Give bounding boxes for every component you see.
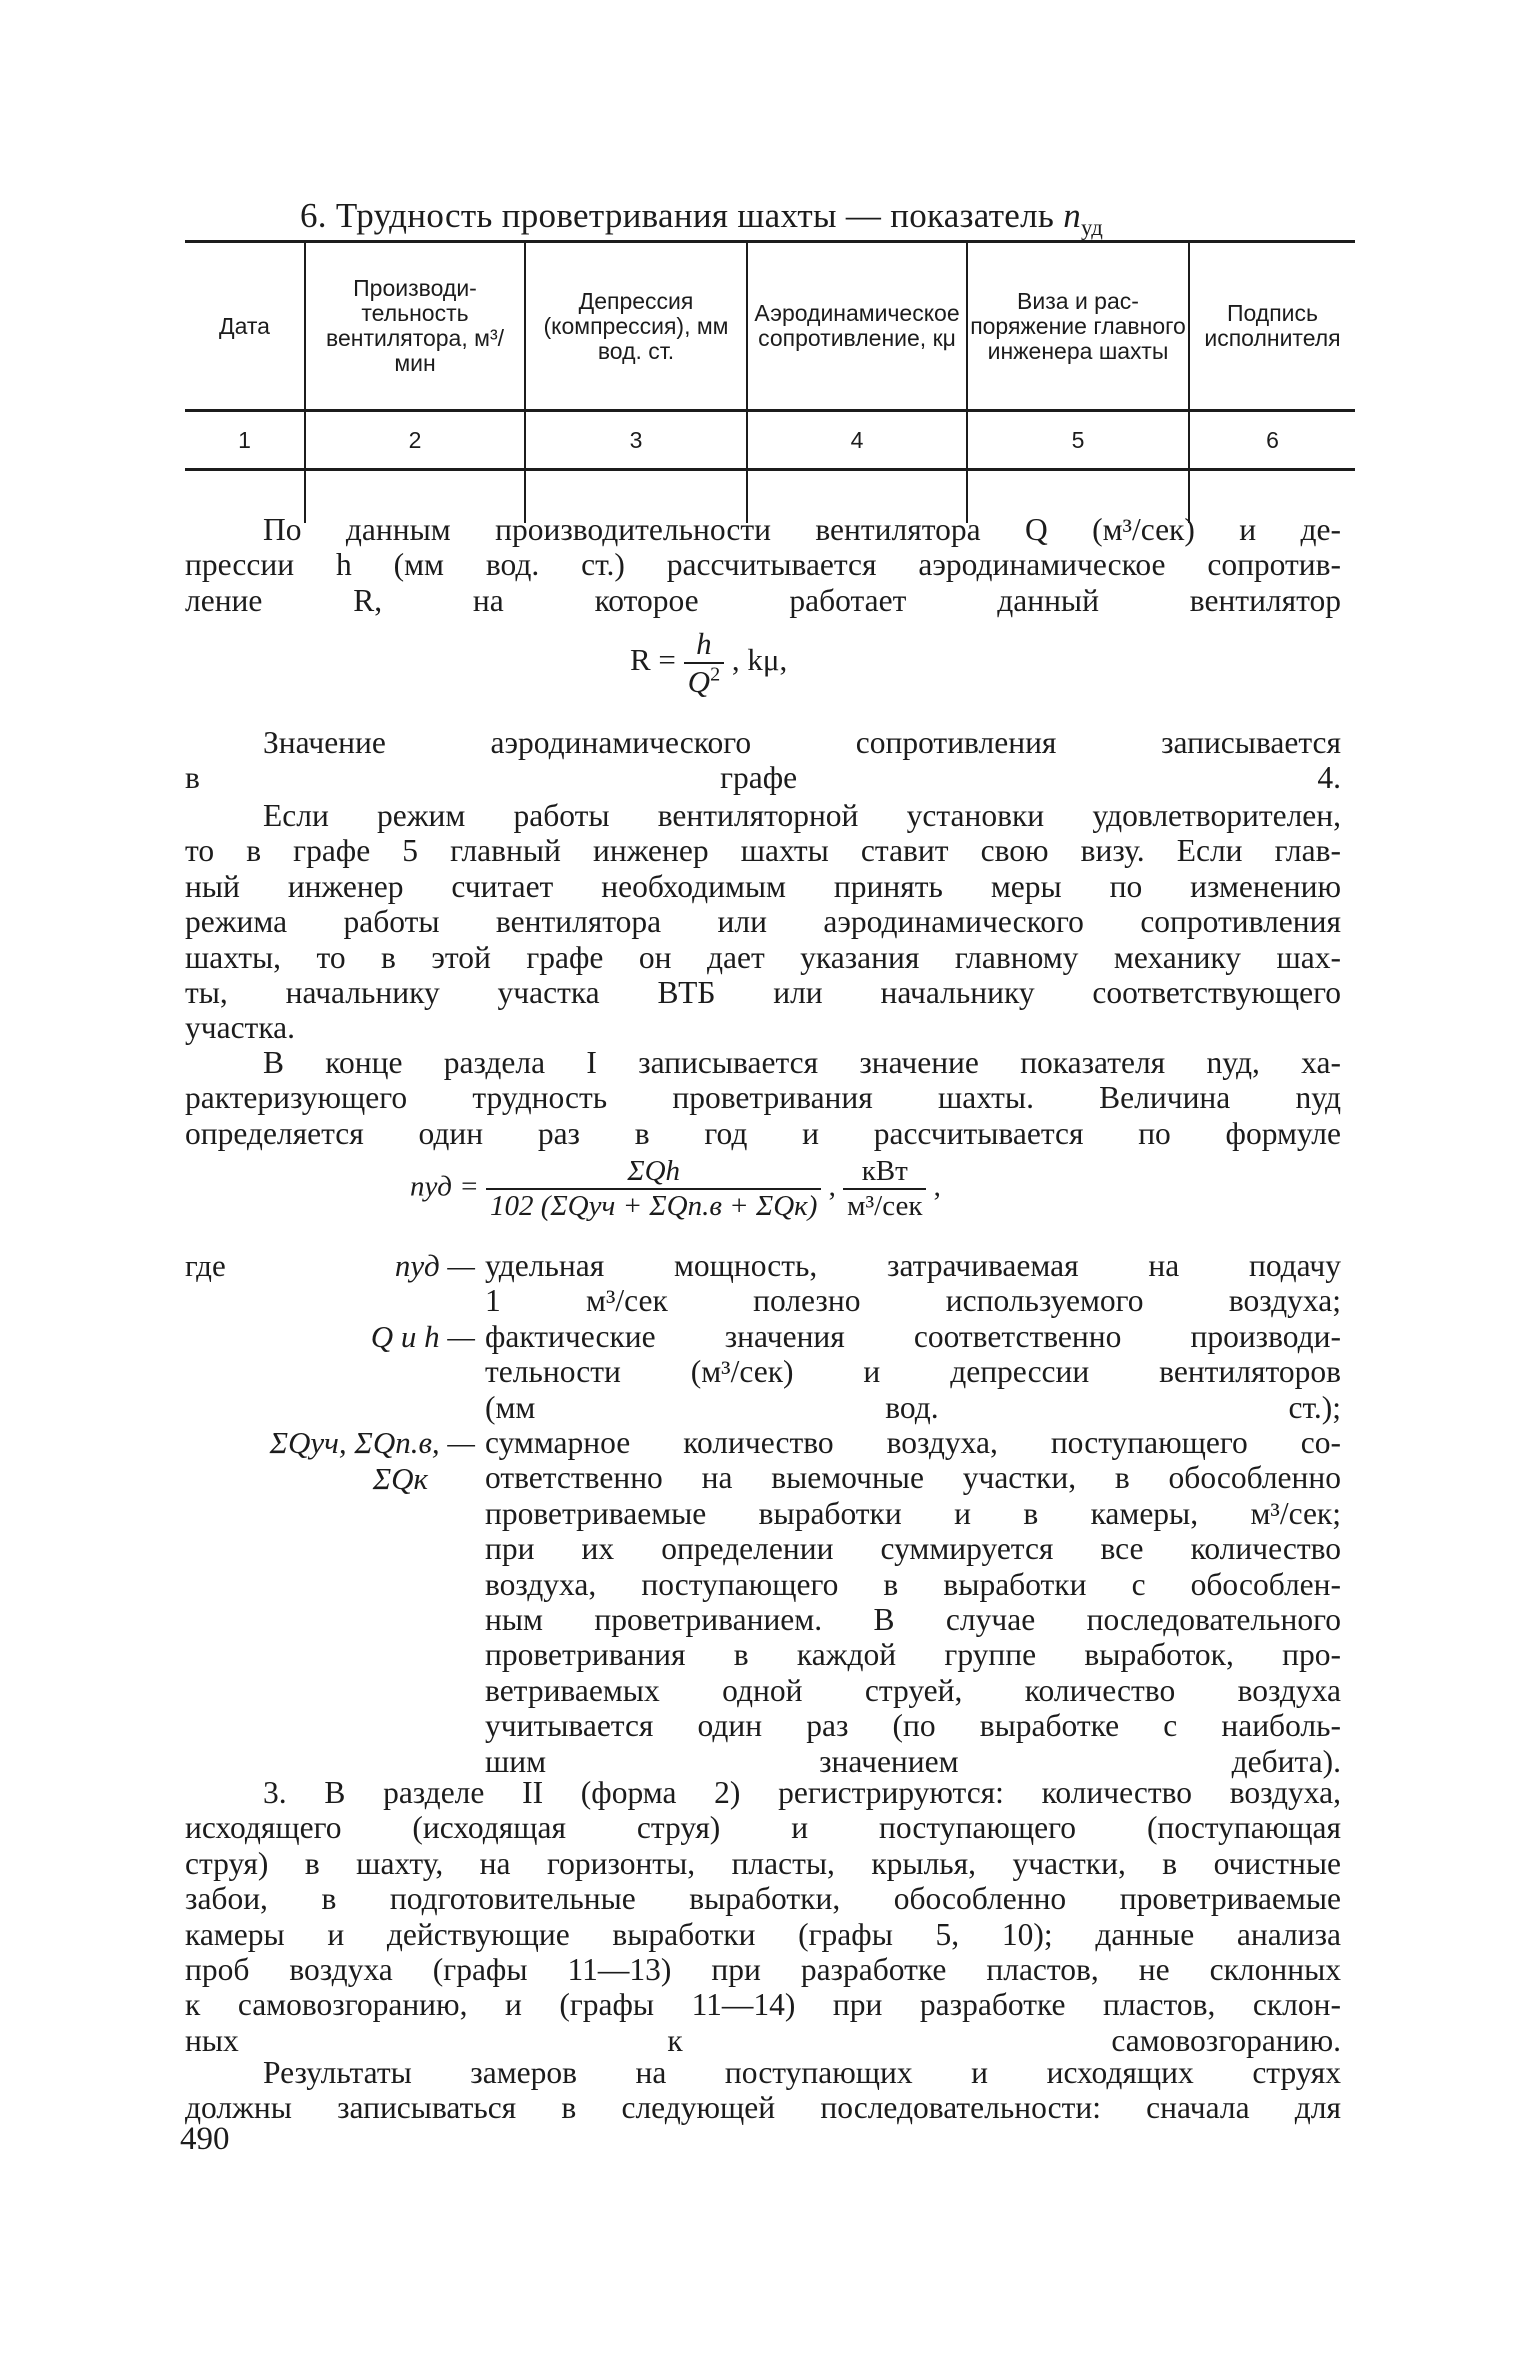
text-line: ответственно на выемочные участки, в обособленно — [485, 1460, 1341, 1496]
paragraph-2 — [185, 725, 1341, 796]
text-line: прессии h (мм вод. ст.) рассчитывается аэродинамическое сопротив- — [185, 547, 1341, 583]
column-header: Подпись исполнителя — [1189, 242, 1355, 411]
text-line: суммарное количество воздуха, поступающего со- — [485, 1425, 1341, 1460]
table-header-row — [185, 242, 1355, 411]
formula-resistance — [630, 626, 787, 700]
where-term-second: ΣQк — [372, 1461, 428, 1496]
formula-denominator: Q — [687, 664, 711, 699]
table-caption — [300, 196, 1104, 240]
ventilation-table — [185, 240, 1355, 523]
text-line: проветривания в каждой группе выработок, про- — [485, 1637, 1341, 1673]
column-header: Производительность вентилятора, м³/мин — [305, 242, 525, 411]
text-line: шим значением дебита). — [485, 1743, 1341, 1779]
where-definition — [485, 1248, 1341, 1319]
column-number: 3 — [525, 411, 747, 470]
where-label: где — [185, 1248, 226, 1283]
formula-lhs: R = — [630, 642, 676, 678]
text-line: к самовозгоранию, и (графы 11—14) при разработке пластов, склон- — [185, 1987, 1341, 2023]
text-line: ных к самовозгоранию. — [185, 2022, 1341, 2058]
text-line: забои, в подготовительные выработки, обособленно проветриваемые — [185, 1881, 1341, 1917]
text-line: По данным производительности вентилятора Q (м³/сек) и де- — [263, 512, 1341, 547]
paragraph-1 — [185, 512, 1341, 618]
text-line: В конце раздела I записывается значение показателя nуд, ха- — [263, 1045, 1341, 1080]
text-line: (мм вод. ст.); — [485, 1389, 1341, 1425]
text-line: удельная мощность, затрачиваемая на подачу — [485, 1248, 1341, 1283]
text-line: 3. В разделе II (форма 2) регистрируются: количество воздуха, — [263, 1775, 1341, 1810]
text-line: рактеризующего трудность проветривания шахты. Величина nуд — [185, 1080, 1341, 1116]
text-line: Если режим работы вентиляторной установки удовлетворителен, — [263, 798, 1341, 833]
text-line: исходящего (исходящая струя) и поступающего (поступающая — [185, 1810, 1341, 1846]
column-header: Аэродинамическое сопротивление, кμ — [747, 242, 967, 411]
where-definition — [485, 1425, 1341, 1779]
column-header: Виза и распоряжение главного инженера шахты — [967, 242, 1189, 411]
text-line: проветриваемые выработки и в камеры, м³/сек; — [485, 1495, 1341, 1531]
where-term: ΣQуч, ΣQп.в, — — [269, 1425, 475, 1460]
text-line: ветриваемых одной струей, количество воздуха — [485, 1672, 1341, 1708]
text-line: шахты, то в этой графе он дает указания главному механику шах- — [185, 939, 1341, 975]
text-line: камеры и действующие выработки (графы 5, 10); данные анализа — [185, 1916, 1341, 1952]
column-number: 4 — [747, 411, 967, 470]
caption-symbol: n — [1063, 196, 1082, 235]
text-line: ление R, на которое работает данный вентилятор — [185, 582, 1341, 618]
text-line: при их определении суммируется все количество — [485, 1531, 1341, 1567]
text-line: учитывается один раз (по выработке с наиболь- — [485, 1708, 1341, 1744]
text-line: участка. — [185, 1010, 296, 1046]
text-line: ты, начальнику участка ВТБ или начальнику соответствующего — [185, 975, 1341, 1011]
text-line: Значение аэродинамического сопротивления записывается — [263, 725, 1341, 760]
text-line: фактические значения соответственно производи- — [485, 1319, 1341, 1354]
column-number: 1 — [185, 411, 305, 470]
text-line: ный инженер считает необходимым принять меры по изменению — [185, 868, 1341, 904]
where-term: nуд — — [394, 1248, 475, 1283]
formula-tail: , kμ, — [731, 642, 788, 678]
text-line: режима работы вентилятора или аэродинамического сопротивления — [185, 904, 1341, 940]
column-header: Депрессия (компрессия), мм вод. ст. — [525, 242, 747, 411]
formula-denominator: 102 (ΣQуч + ΣQп.в + ΣQк) — [490, 1190, 818, 1222]
formula-numerator: ΣQh — [486, 1155, 821, 1190]
unit-denominator: м³/сек — [847, 1190, 923, 1222]
formula-specific-power: nуд = $\frac{\text{ΣQh}}{\text{102 (ΣQуч + ΣQп.в + ΣQк)}}$ , $\frac{\text{кВт}}{\text{м³/сек}}$ , — [410, 1155, 941, 1222]
formula-denominator-sup: 2 — [710, 663, 721, 686]
text-line: 1 м³/сек полезно используемого воздуха; — [485, 1283, 1341, 1319]
column-number: 6 — [1189, 411, 1355, 470]
text-line: воздуха, поступающего в выработки с обособлен- — [485, 1566, 1341, 1602]
text-line: в графе 4. — [185, 760, 1341, 796]
text-line: Результаты замеров на поступающих и исходящих струях — [263, 2055, 1341, 2090]
text-line: проб воздуха (графы 11—13) при разработке пластов, не склонных — [185, 1952, 1341, 1988]
column-number: 2 — [305, 411, 525, 470]
paragraph-3 — [185, 798, 1341, 1046]
page-number: 490 — [180, 2121, 230, 2157]
formula-lhs: nуд = — [410, 1170, 479, 1203]
column-number: 5 — [967, 411, 1189, 470]
text-line: струя) в шахту, на горизонты, пласты, крылья, участки, в очистные — [185, 1845, 1341, 1881]
text-line: определяется один раз в год и рассчитывается по формуле — [185, 1115, 1341, 1151]
unit-numerator: кВт — [843, 1155, 926, 1190]
caption-symbol-sub: уд — [1081, 215, 1104, 240]
where-term: Q и h — — [370, 1319, 475, 1354]
table-caption-text: 6. Трудность проветривания шахты — показатель — [300, 196, 1055, 235]
formula-numerator: h — [684, 626, 724, 664]
column-header: Дата — [185, 242, 305, 411]
text-line: должны записываться в следующей последовательности: сначала для — [185, 2090, 1341, 2126]
where-definition — [485, 1319, 1341, 1425]
text-line: ным проветриванием. В случае последовательного — [485, 1602, 1341, 1638]
paragraph-5 — [185, 1775, 1341, 2058]
table-number-row — [185, 411, 1355, 470]
text-line: то в графе 5 главный инженер шахты ставит свою визу. Если глав- — [185, 833, 1341, 869]
text-line: тельности (м³/сек) и депрессии вентиляторов — [485, 1354, 1341, 1390]
paragraph-6 — [185, 2055, 1341, 2126]
paragraph-4 — [185, 1045, 1341, 1151]
